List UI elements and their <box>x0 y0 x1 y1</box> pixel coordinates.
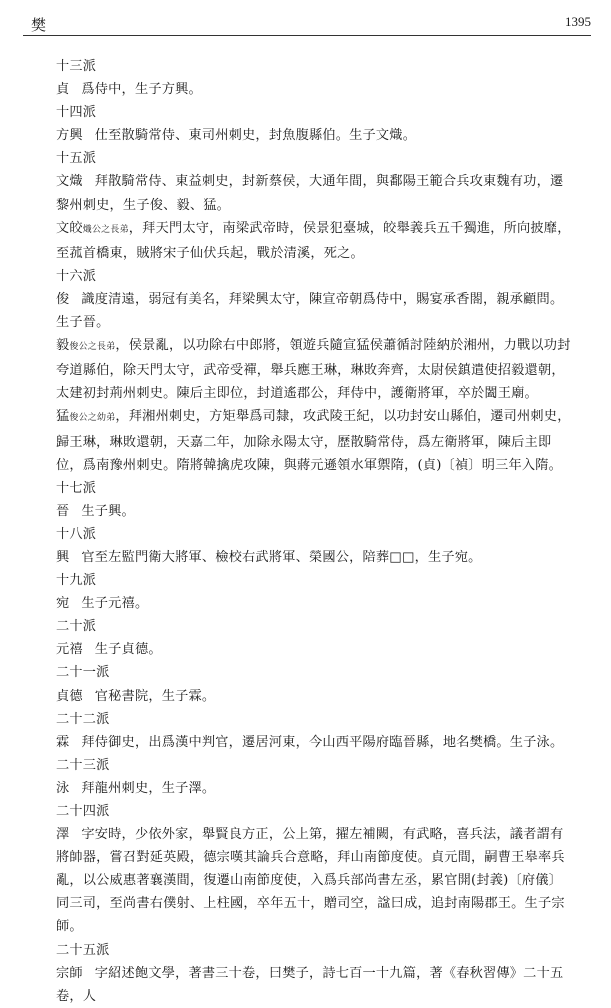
generation-heading: 二十一派 <box>56 665 110 681</box>
generation-heading: 十八派 <box>56 526 97 542</box>
person-entry <box>56 592 573 615</box>
header-rule <box>23 35 591 36</box>
relation-note: 熾公之長弟 <box>82 224 129 235</box>
entry-text: 生子元禧。 <box>81 596 149 612</box>
entry-text: 識度清遠，弱冠有美名，拜梁興太守，陳宣帝朝爲侍中，賜宴承香閤，親承顧問。生子晉。 <box>56 291 564 331</box>
person-entry <box>56 962 573 1008</box>
generation-heading: 二十五派 <box>56 942 110 958</box>
person-name: 晉 <box>56 503 70 519</box>
entry-text: 生子貞德。 <box>94 642 162 658</box>
entry-text: 拜散騎常侍、東益刺史，封新蔡侯，大通年間，與鄱陽王範合兵攻東魏有功，遷黎州刺史，生子俊、毅、猛。 <box>56 174 564 213</box>
entry-text: ，拜天門太守，南梁武帝時，侯景犯臺城，皎舉義兵五千獨進，所向披靡，至菰首橋東，賊將宋子仙伏兵起，戰於清溪，死之。 <box>56 220 571 261</box>
person-name: 元禧 <box>56 642 83 658</box>
entry-text: ，侯景亂，以功除右中郎將，領遊兵隨宣猛侯蕭循討陸納於湘州，力戰以功封夸道縣伯，除天門太守，武帝受禪，舉兵應王琳，琳敗奔齊，太尉侯鎮遣使招毅還朝，太建初封荊州刺史。陳后主即位，封道遙郡公，拜侍中，護衛將軍，卒於闔王廟。 <box>56 338 571 402</box>
person-entry <box>56 170 573 216</box>
entry-text: 仕至散騎常侍、東司州刺史，封魚腹縣伯。生子文熾。 <box>94 128 417 144</box>
page-header <box>23 0 591 40</box>
generation-heading: 十三派 <box>56 59 97 74</box>
person-name: 霖 <box>56 734 70 750</box>
person-entry <box>56 638 573 661</box>
generation-heading: 十七派 <box>56 480 97 496</box>
person-name: 宛 <box>56 596 70 612</box>
relation-note: 俊公之幼弟 <box>69 413 116 424</box>
sibling-entry <box>56 334 573 405</box>
generation-heading: 二十四派 <box>56 804 110 819</box>
relation-note: 俊公之長弟 <box>69 342 116 353</box>
entry-text: 官秘書院，生子霖。 <box>94 688 216 704</box>
person-entry <box>56 288 573 334</box>
person-entry <box>56 546 573 569</box>
entry-text: ，拜湘州刺史，方矩舉爲司隸，攻武陵王紀，以功封安山縣伯，遷司州刺史，歸王琳，琳敗還朝，天嘉二年，加除永陽太守，歷散騎常侍，爲左衛將軍，陳后主即位，爲南豫州刺史。隋將韓擒虎攻陳，與蔣元遜領水軍禦隋，(貞)〔禎〕明三年入隋。 <box>56 409 571 473</box>
person-entry <box>56 78 573 101</box>
entry-text: 字紹述飽文學，著書三十卷，曰樊子，詩七百一十九篇，著《春秋習傳》二十五卷，人 <box>56 965 564 1004</box>
entry-text: 官至左監門衛大將軍、檢校右武將軍、榮國公，陪葬□□，生子宛。 <box>81 549 482 565</box>
person-entry <box>56 823 573 938</box>
person-name: 澤 <box>56 827 70 843</box>
entry-text: 生子興。 <box>81 503 135 519</box>
person-name: 貞德 <box>56 688 83 704</box>
person-name: 興 <box>56 549 70 565</box>
person-entry <box>56 685 573 708</box>
sibling-entry <box>56 217 573 265</box>
genealogy-text <box>56 55 573 1008</box>
generation-heading: 二十派 <box>56 619 97 635</box>
sibling-entry <box>56 405 573 476</box>
person-name: 毅 <box>56 338 70 354</box>
person-entry <box>56 731 573 754</box>
person-entry <box>56 500 573 523</box>
person-name: 方興 <box>56 128 83 144</box>
generation-heading: 十九派 <box>56 573 97 589</box>
person-name: 俊 <box>56 291 70 307</box>
person-name: 宗師 <box>56 965 83 981</box>
generation-heading: 十五派 <box>56 151 97 167</box>
entry-text: 拜侍御史，出爲漢中判官，遷居河東，今山西平陽府臨晉縣，地名樊橋。生子泳。 <box>81 734 564 750</box>
person-name: 文熾 <box>56 174 83 190</box>
page-number: 1395 <box>565 14 591 29</box>
running-title: 樊 <box>31 16 47 34</box>
entry-text: 爲侍中，生子方興。 <box>81 82 202 98</box>
person-name: 貞 <box>56 82 70 98</box>
person-entry <box>56 777 573 800</box>
person-name: 文皎 <box>56 220 83 236</box>
generation-heading: 十四派 <box>56 105 97 121</box>
entry-text: 拜龍州刺史，生子澤。 <box>81 780 216 796</box>
person-entry <box>56 124 573 147</box>
generation-heading: 二十三派 <box>56 757 110 773</box>
generation-heading: 二十二派 <box>56 711 110 727</box>
entry-text: 字安時，少依外家，舉賢良方正，公上第，擢左補闕，有武略，喜兵法，議者謂有將帥器，嘗召對延英殿，德宗嘆其論兵合意略，拜山南節度使。貞元間，嗣曹王皋率兵亂，以公威惠著襄漢間，復遷山南節度使，入爲兵部尚書左丞，累官開(封義)〔府儀〕同三司，至尚書右僕射、上柱國，卒年五十，贈司空，諡曰成，追封南陽郡王。生子宗師。 <box>56 827 565 935</box>
generation-heading: 十六派 <box>56 268 97 284</box>
person-name: 泳 <box>56 780 70 796</box>
person-name: 猛 <box>56 409 70 425</box>
